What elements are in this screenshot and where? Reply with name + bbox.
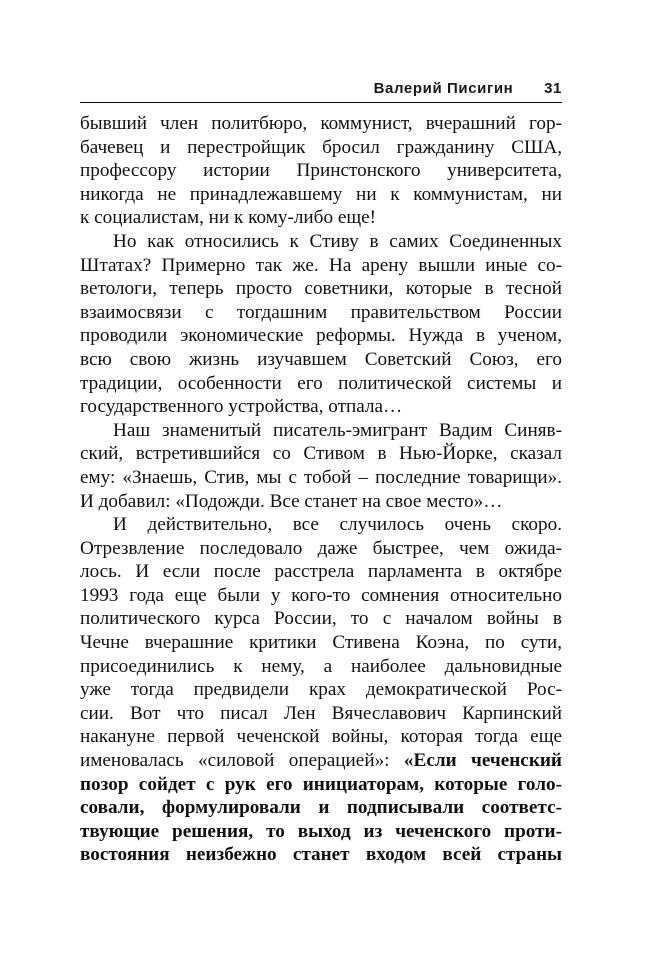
text-line-content: совали, формулировали и подписывали соответс- <box>80 797 562 819</box>
text-line-content: накануне первой чеченской войны, которая тогда еще <box>80 726 562 748</box>
text-line-content: взаимосвязи с тогдашним правительством России <box>80 301 562 323</box>
text-line-content: ветологи, теперь просто советники, которые в тесной <box>80 278 562 300</box>
text-line <box>80 749 562 773</box>
text-line-content: ему: «Знаешь, Стив, мы с тобой – последние товарищи». <box>80 466 562 488</box>
page-number: 31 <box>544 80 562 97</box>
text-line <box>80 324 562 348</box>
text-line-content: Отрезвление последовало даже быстрее, чем ожида- <box>80 537 562 559</box>
text-line <box>80 702 562 726</box>
text-line-content: бывший член политбюро, коммунист, вчерашний гор- <box>80 113 562 134</box>
text-line-content: 1993 года еще были у кого-то сомнения относительно <box>80 584 562 606</box>
text-line <box>80 230 562 254</box>
text-line <box>80 183 562 207</box>
text-line-content: уже тогда предвидели крах демократической Рос- <box>80 679 562 701</box>
text-line <box>80 537 562 561</box>
text-line-content: И добавил: «Подожди. Все станет на свое место»… <box>80 490 503 512</box>
text-line <box>80 796 562 820</box>
text-line-content: традиции, особенности его политической системы и <box>80 372 562 394</box>
text-line <box>80 843 562 867</box>
text-line <box>80 725 562 749</box>
bold-quote-start: «Если чеченский <box>403 750 562 772</box>
text-line <box>80 466 562 490</box>
text-line <box>80 560 562 584</box>
text-line <box>80 348 562 372</box>
text-line-content: Штатах? Примерно так же. На арену вышли иные со- <box>80 254 562 276</box>
text-line-content: лось. И если после расстрела парламента в октябре <box>80 561 562 583</box>
text-line-content: Чечне вчерашние критики Стивена Коэна, по сути, <box>80 632 562 654</box>
text-line <box>80 277 562 301</box>
text-line-content: И действительно, все случилось очень скоро. <box>113 514 562 536</box>
body-text <box>80 112 562 867</box>
text-line-content: ский, встретившийся со Стивом в Нью-Йорке, сказал <box>80 443 562 465</box>
text-line <box>80 607 562 631</box>
text-line <box>80 655 562 679</box>
text-line-content: Наш знаменитый писатель-эмигрант Вадим Синяв- <box>113 419 562 441</box>
text-line <box>80 820 562 844</box>
header-author: Валерий Писигин <box>373 80 514 97</box>
text-line-content: к социалистам, ни к кому-либо еще! <box>80 207 377 229</box>
text-line-content: сии. Вот что писал Лен Вячеславович Карпинский <box>80 702 562 724</box>
text-line-content: позор сойдет с рук его инициаторам, которые голо- <box>80 773 562 795</box>
text-line <box>80 301 562 325</box>
text-line <box>80 136 562 160</box>
text-line-content: присоединились к нему, а наиболее дальновидные <box>80 655 562 677</box>
text-line <box>80 442 562 466</box>
text-line-content: востояния неизбежно станет входом всей страны <box>80 844 562 866</box>
text-line-content: Но как относились к Стиву в самих Соединенных <box>113 230 562 252</box>
text-line <box>80 159 562 183</box>
text-line <box>80 773 562 797</box>
text-line <box>80 206 562 230</box>
text-line-content: всю свою жизнь изучавшем Советский Союз, его <box>80 348 562 370</box>
text-line <box>80 254 562 278</box>
text-line <box>80 584 562 608</box>
text-line <box>80 419 562 443</box>
text-line-content: политического курса России, то с началом войны в <box>80 608 562 630</box>
text-line <box>80 490 562 514</box>
header-rule <box>80 102 562 103</box>
text-line-content: бачевец и перестройщик бросил гражданину США, <box>80 136 562 158</box>
text-line <box>80 678 562 702</box>
text-line-content: государственного устройства, отпала… <box>80 396 403 418</box>
text-line-content: именовалась «силовой операцией»: <box>80 750 404 772</box>
text-line <box>80 631 562 655</box>
running-header <box>80 80 562 102</box>
text-line <box>80 395 562 419</box>
text-line-content: твующие решения, то выход из чеченского проти- <box>80 820 562 842</box>
text-line-content: профессору истории Принстонского университета, <box>80 160 562 182</box>
text-line <box>80 112 562 136</box>
text-line-content: проводили экономические реформы. Нужда в ученом, <box>80 325 562 347</box>
text-line <box>80 372 562 396</box>
text-line-content: никогда не принадлежавшему ни к коммунистам, ни <box>80 183 562 205</box>
text-line <box>80 513 562 537</box>
